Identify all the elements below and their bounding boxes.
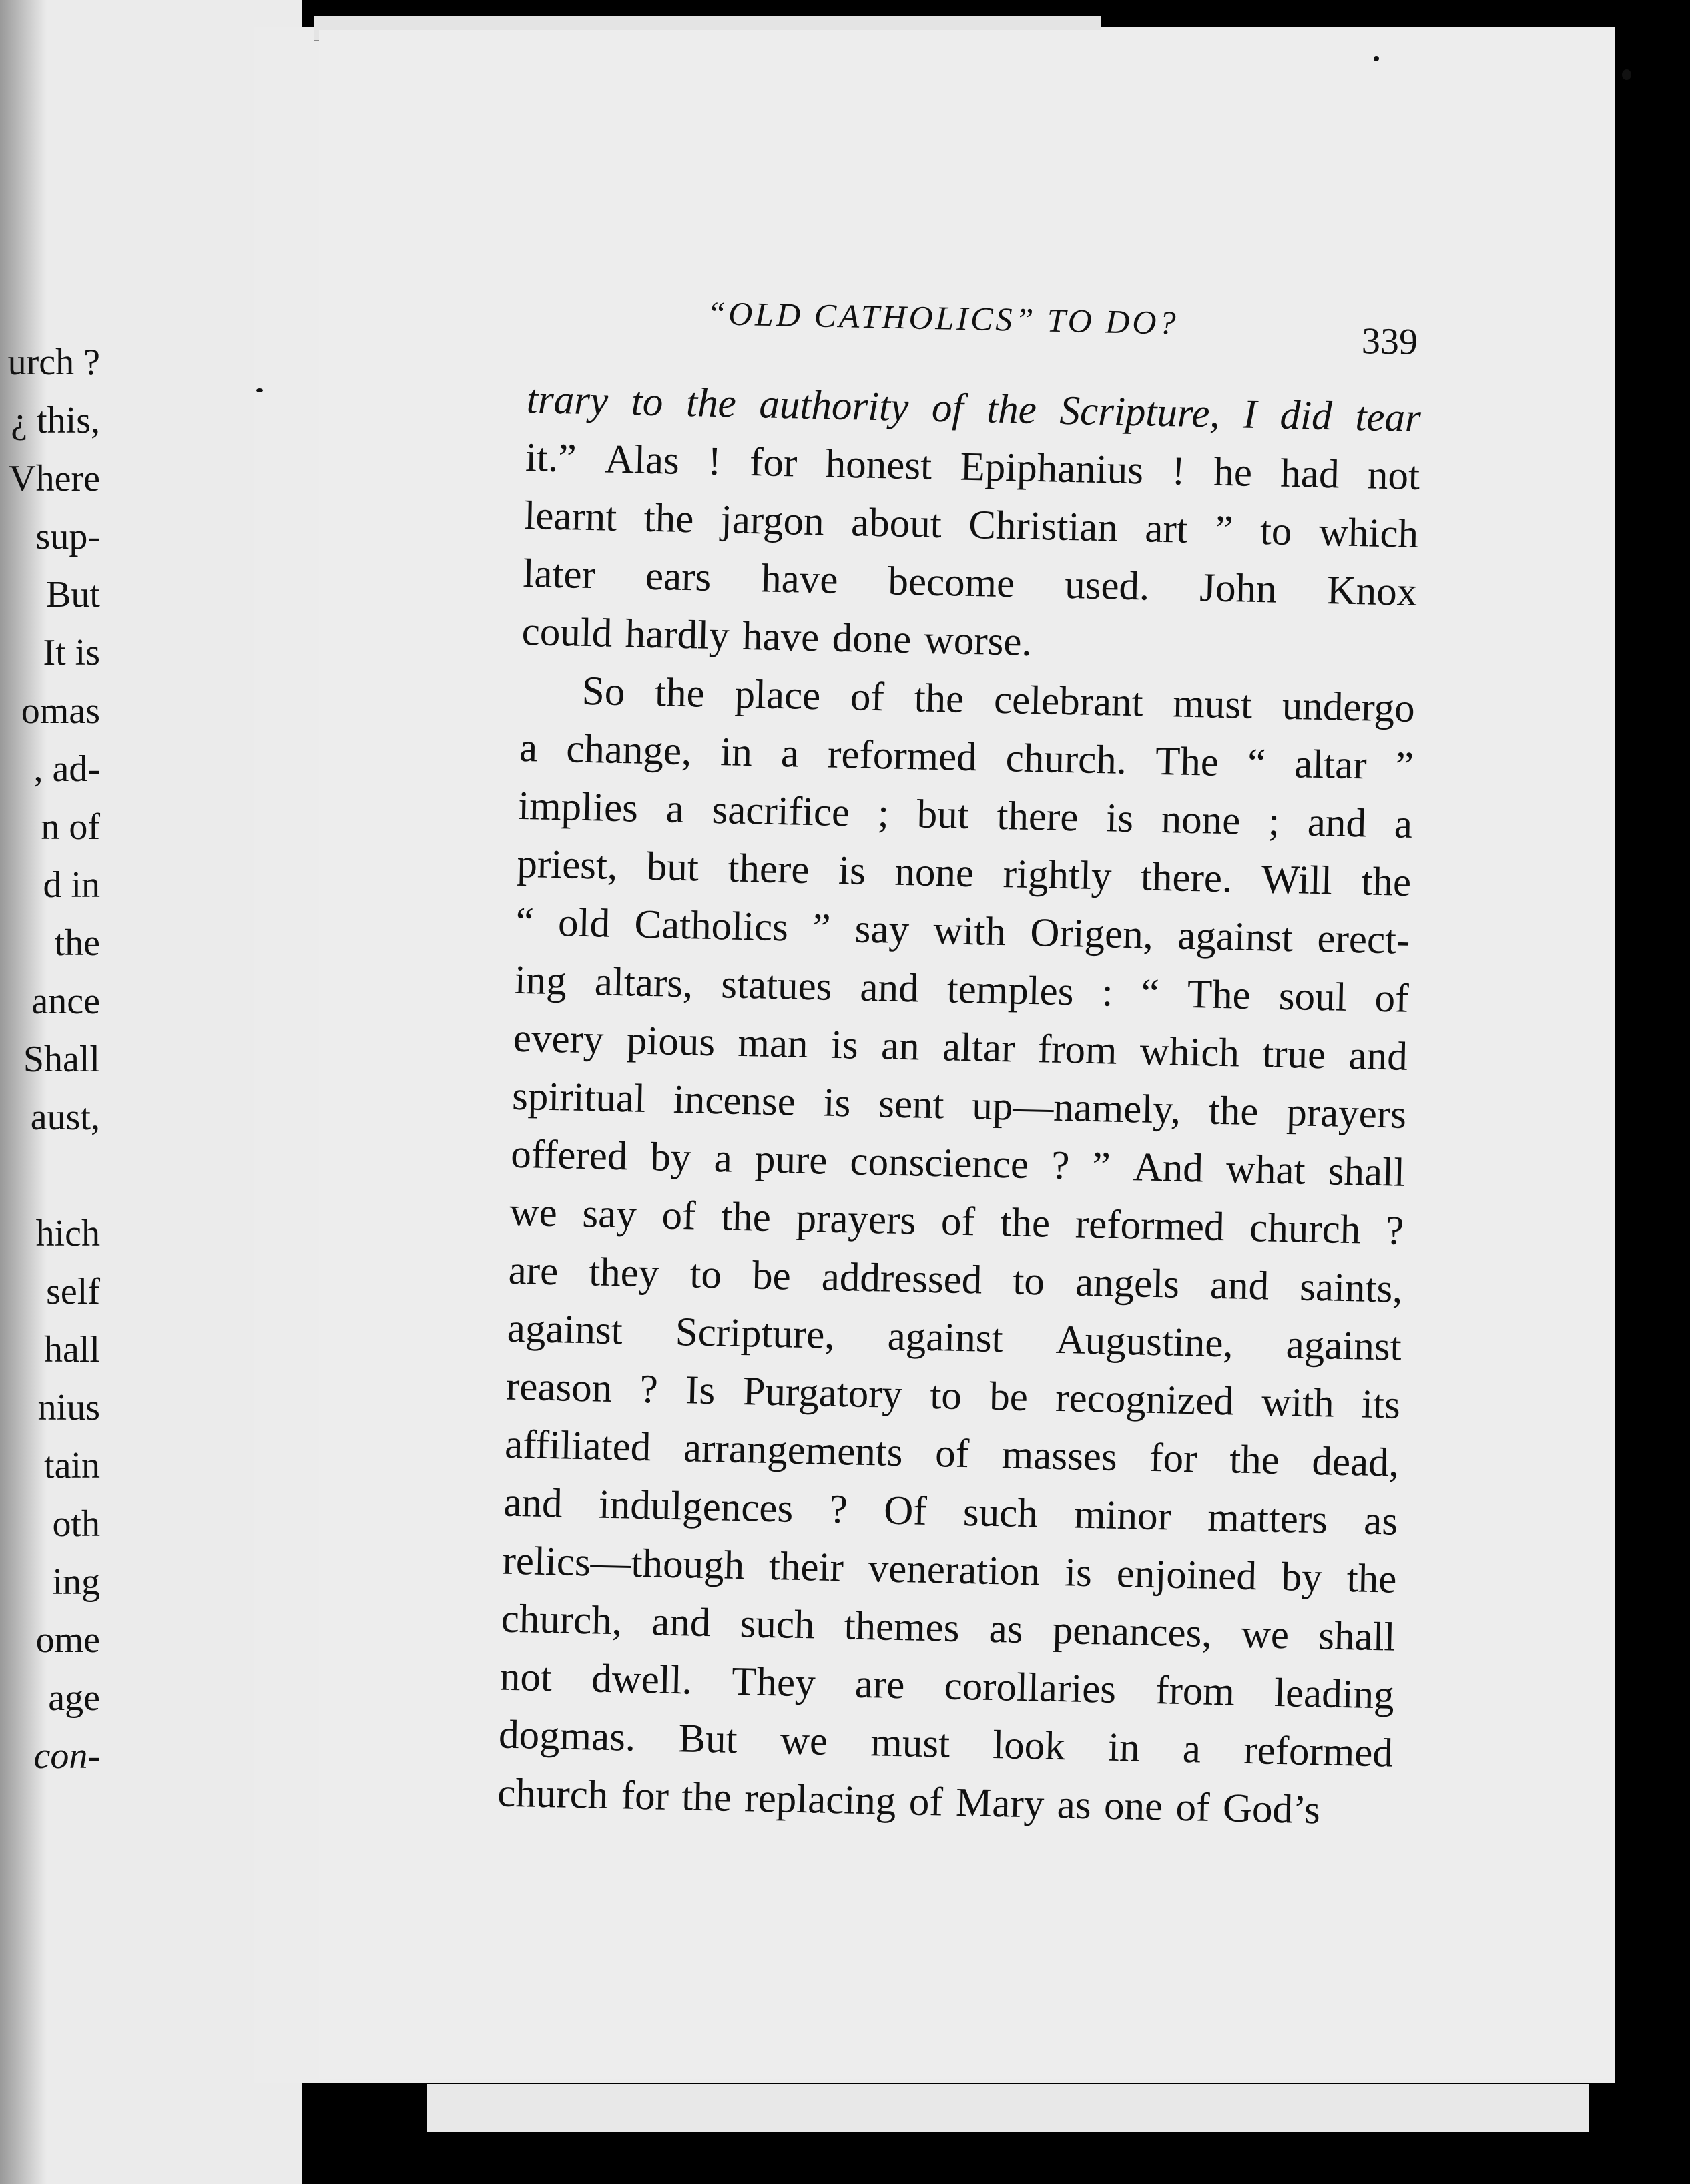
- text-word: a: [665, 786, 685, 832]
- text-word: “: [1141, 971, 1160, 1017]
- text-word: church.: [1005, 736, 1127, 783]
- text-word: they: [588, 1250, 660, 1296]
- text-word: indulgences: [598, 1482, 794, 1531]
- text-word: pure: [754, 1137, 828, 1183]
- text-word: used.: [1064, 562, 1151, 609]
- text-word: as: [989, 1606, 1024, 1652]
- text-word: conscience: [849, 1139, 1029, 1187]
- text-word: celebrant: [993, 677, 1144, 726]
- text-word: the: [685, 380, 737, 427]
- text-word: could: [521, 609, 613, 656]
- scan-border: [1615, 0, 1690, 2184]
- text-word: minor: [1073, 1492, 1172, 1539]
- text-word: of: [908, 1779, 944, 1825]
- text-word: and: [1348, 1033, 1408, 1079]
- text-word: from: [1155, 1668, 1235, 1715]
- text-word: its: [1361, 1382, 1401, 1428]
- text-word: reformed: [1075, 1201, 1225, 1250]
- text-word: Will: [1261, 857, 1333, 904]
- left-fragment-line: ing: [52, 1561, 100, 1603]
- text-word: learnt: [523, 493, 617, 540]
- text-word: ing: [514, 957, 567, 1004]
- text-word: matters: [1207, 1494, 1328, 1543]
- text-word: Knox: [1326, 568, 1418, 615]
- text-word: to: [929, 1372, 962, 1418]
- left-fragment-line: hall: [44, 1329, 100, 1370]
- text-word: art: [1144, 506, 1189, 552]
- text-word: every: [513, 1015, 605, 1063]
- left-fragment-line: con-: [33, 1735, 100, 1777]
- text-word: the: [999, 1200, 1051, 1246]
- text-word: are: [854, 1661, 906, 1708]
- text-word: implies: [517, 783, 639, 831]
- text-word: what: [1225, 1147, 1306, 1193]
- text-word: arrangements: [683, 1426, 904, 1476]
- text-word: soul: [1278, 973, 1348, 1020]
- text-word: erect-: [1316, 916, 1411, 963]
- text-word: must: [1172, 681, 1253, 728]
- text-word: is: [830, 1022, 859, 1068]
- text-word: none: [894, 849, 974, 896]
- left-fragment-line: urch ?: [7, 342, 100, 383]
- text-word: their: [768, 1543, 844, 1591]
- left-fragment-line: sup-: [35, 516, 100, 557]
- text-word: have: [760, 556, 839, 603]
- text-word: against: [1177, 913, 1294, 961]
- text-word: in: [1107, 1725, 1141, 1771]
- left-fragment-line: ance: [31, 981, 100, 1022]
- scan-speck: [1374, 56, 1379, 61]
- text-word: shall: [1318, 1613, 1396, 1660]
- text-word: but: [916, 792, 970, 838]
- text-word: look: [992, 1723, 1066, 1769]
- text-word: ”: [812, 906, 832, 951]
- left-fragment-line: tain: [44, 1445, 100, 1486]
- left-fragment-line: ome: [35, 1619, 100, 1661]
- text-word: And: [1133, 1145, 1204, 1191]
- left-fragment-line: But: [46, 574, 100, 615]
- text-word: an: [880, 1023, 920, 1069]
- text-word: not: [1367, 453, 1420, 499]
- text-word: such: [962, 1490, 1039, 1537]
- text-word: reason: [505, 1364, 613, 1411]
- text-word: themes: [844, 1603, 960, 1651]
- text-word: for: [621, 1773, 669, 1819]
- text-word: authority: [758, 382, 909, 430]
- text-word: prayers: [795, 1195, 916, 1244]
- text-word: become: [887, 559, 1015, 607]
- text-word: and: [503, 1480, 563, 1527]
- running-header: “OLD CATHOLICS” TO DO?: [706, 294, 1179, 342]
- text-word: ”: [1214, 507, 1234, 553]
- text-word: the: [1208, 1088, 1259, 1135]
- text-word: ;: [1268, 799, 1280, 844]
- text-word: are: [508, 1248, 559, 1294]
- text-word: ?: [1385, 1208, 1404, 1254]
- text-word: for: [749, 440, 798, 486]
- text-word: change,: [565, 726, 693, 774]
- text-word: Scripture,: [1059, 388, 1221, 437]
- text-word: !: [1171, 449, 1186, 494]
- text-word: the: [986, 386, 1037, 433]
- text-word: it.”: [525, 435, 577, 481]
- text-word: Augustine,: [1055, 1317, 1234, 1366]
- text-word: !: [707, 439, 722, 485]
- text-word: we: [509, 1189, 558, 1236]
- text-word: with: [932, 908, 1007, 955]
- text-word: penances,: [1052, 1607, 1213, 1656]
- text-word: dead,: [1311, 1438, 1400, 1486]
- text-word: to: [1259, 509, 1293, 555]
- text-word: affiliated: [504, 1422, 651, 1470]
- text-word: is: [1064, 1550, 1093, 1596]
- text-word: church,: [501, 1596, 623, 1644]
- text-word: did: [1279, 392, 1333, 439]
- text-word: the: [914, 675, 964, 722]
- page-bottom-edge: [427, 2084, 1589, 2132]
- left-fragment-line: oth: [52, 1503, 100, 1545]
- text-word: have: [742, 613, 820, 661]
- text-word: as: [1057, 1782, 1092, 1828]
- text-word: So: [581, 668, 626, 715]
- text-word: John: [1199, 565, 1278, 612]
- text-word: altar: [942, 1025, 1016, 1071]
- text-word: of: [1175, 1784, 1211, 1830]
- text-word: priest,: [516, 841, 618, 888]
- text-word: dogmas.: [498, 1712, 636, 1760]
- text-word: masses: [1001, 1432, 1118, 1480]
- text-word: the: [1360, 859, 1412, 905]
- text-word: addressed: [821, 1254, 983, 1303]
- text-word: and: [859, 965, 920, 1011]
- text-word: Purgatory: [742, 1369, 903, 1418]
- text-word: ”: [1091, 1143, 1111, 1189]
- text-word: by: [1281, 1555, 1323, 1601]
- text-word: God’s: [1222, 1786, 1321, 1833]
- text-word: say: [581, 1191, 637, 1238]
- text-word: saints,: [1299, 1264, 1404, 1312]
- text-word: church: [497, 1770, 609, 1818]
- text-word: Epiphanius: [959, 444, 1144, 493]
- text-word: offered: [510, 1131, 629, 1179]
- text-word: Christian: [968, 502, 1119, 551]
- text-word: not: [499, 1654, 553, 1701]
- text-word: shall: [1328, 1149, 1406, 1195]
- text-word: Origen,: [1029, 910, 1154, 958]
- text-word: as: [1363, 1498, 1398, 1544]
- text-word: the: [1229, 1437, 1280, 1483]
- text-word: The: [1155, 738, 1219, 785]
- left-fragment-line: d in: [43, 864, 100, 906]
- left-fragment-line: Shall: [23, 1039, 100, 1080]
- text-word: of: [931, 385, 964, 431]
- text-word: there.: [1140, 854, 1233, 902]
- text-word: by: [649, 1135, 692, 1181]
- text-word: trary: [526, 376, 609, 424]
- text-word: none: [1161, 797, 1241, 844]
- left-fragment-line: Vhere: [9, 458, 100, 499]
- text-word: and: [1307, 800, 1367, 846]
- text-word: ;: [877, 791, 890, 836]
- text-word: one: [1103, 1783, 1163, 1830]
- text-word: ”: [1395, 744, 1414, 789]
- text-word: Scripture,: [675, 1309, 836, 1358]
- text-word: corollaries: [943, 1663, 1117, 1712]
- text-word: “: [515, 899, 535, 945]
- text-word: replacing: [744, 1776, 897, 1824]
- text-word: prayers: [1286, 1090, 1407, 1137]
- left-fragment-line: omas: [21, 690, 100, 732]
- text-word: to: [1012, 1258, 1045, 1304]
- text-word: for: [1149, 1435, 1198, 1482]
- text-word: is: [838, 848, 866, 894]
- text-word: we: [1241, 1611, 1290, 1658]
- left-fragment-line: age: [48, 1677, 100, 1719]
- text-word: a: [714, 1136, 733, 1181]
- text-word: Alas: [604, 437, 680, 483]
- text-word: ?: [829, 1486, 848, 1533]
- text-word: from: [1037, 1027, 1118, 1073]
- text-word: leading: [1274, 1670, 1395, 1718]
- text-word: the: [681, 1774, 732, 1820]
- text-word: against: [1286, 1322, 1402, 1370]
- text-word: Mary: [955, 1780, 1045, 1827]
- text-word: against: [887, 1314, 1004, 1362]
- text-word: angels: [1075, 1260, 1180, 1307]
- text-word: be: [752, 1253, 792, 1299]
- text-word: hardly: [625, 611, 730, 659]
- text-word: the: [720, 1194, 772, 1240]
- text-word: worse.: [924, 617, 1033, 665]
- text-word: which: [1139, 1029, 1240, 1076]
- text-word: is: [1105, 796, 1134, 842]
- text-word: the: [643, 495, 695, 542]
- text-word: later: [522, 551, 596, 598]
- text-word: and: [651, 1599, 712, 1646]
- text-word: we: [780, 1718, 828, 1764]
- text-word: the: [1346, 1556, 1398, 1602]
- text-word: of: [850, 674, 885, 720]
- text-word: man: [737, 1020, 809, 1067]
- left-fragment-line: the: [54, 922, 100, 964]
- text-word: relics—though: [501, 1538, 745, 1589]
- text-word: ?: [1051, 1143, 1071, 1189]
- text-word: in: [720, 730, 753, 776]
- left-fragment-line: , ad-: [33, 748, 100, 790]
- text-word: must: [870, 1720, 950, 1767]
- scan-speck: [1622, 69, 1631, 80]
- text-word: enjoined: [1116, 1551, 1257, 1599]
- text-word: is: [823, 1080, 852, 1126]
- text-word: tear: [1354, 394, 1422, 441]
- text-word: be: [989, 1374, 1029, 1420]
- text-word: of: [661, 1193, 697, 1239]
- text-word: Of: [883, 1488, 928, 1534]
- text-word: statues: [720, 962, 833, 1009]
- text-word: They: [731, 1659, 816, 1706]
- left-fragment-line: aust,: [30, 1097, 100, 1138]
- left-fragment-line: self: [46, 1271, 100, 1312]
- text-word: sacrifice: [711, 787, 850, 836]
- text-word: to: [689, 1252, 722, 1298]
- text-word: to: [631, 379, 664, 425]
- text-word: jargon: [720, 497, 825, 545]
- text-word: :: [1101, 970, 1114, 1015]
- text-word: a: [780, 731, 800, 776]
- text-word: Is: [685, 1368, 716, 1414]
- left-page-text-fragments: [0, 334, 100, 1786]
- text-word: recognized: [1055, 1375, 1235, 1424]
- text-word: against: [507, 1306, 623, 1354]
- text-word: the: [654, 670, 706, 716]
- text-word: done: [832, 615, 912, 663]
- text-word: pious: [626, 1018, 716, 1065]
- text-word: a: [1394, 802, 1413, 847]
- text-word: place: [734, 671, 821, 719]
- left-fragment-line: nius: [37, 1387, 100, 1428]
- text-word: altar: [1294, 742, 1368, 788]
- page-number: 339: [1361, 320, 1418, 363]
- text-word: Catholics: [633, 902, 789, 950]
- text-word: reformed: [1243, 1727, 1394, 1776]
- left-fragment-line: [0, 1147, 100, 1205]
- text-word: and: [1209, 1262, 1270, 1309]
- text-word: “: [1247, 740, 1266, 786]
- scan-speck: [256, 388, 263, 392]
- text-word: there: [996, 793, 1079, 840]
- text-word: of: [940, 1199, 976, 1245]
- text-word: undergo: [1282, 683, 1416, 731]
- text-word: about: [850, 500, 942, 547]
- left-fragment-line: ¿ this,: [11, 400, 100, 441]
- text-word: altars,: [594, 959, 693, 1007]
- text-word: rightly: [1003, 852, 1113, 899]
- text-word: a: [519, 725, 538, 771]
- text-word: of: [934, 1431, 970, 1477]
- text-word: honest: [825, 441, 932, 489]
- text-word: But: [677, 1716, 738, 1763]
- text-word: church: [1249, 1205, 1361, 1253]
- text-word: temples: [946, 967, 1075, 1015]
- text-word: The: [1187, 971, 1251, 1018]
- text-word: reformed: [827, 732, 978, 780]
- text-word: he: [1213, 449, 1253, 495]
- text-word: there: [727, 846, 810, 893]
- text-word: of: [1374, 975, 1410, 1021]
- text-word: but: [646, 844, 699, 890]
- text-word: incense: [673, 1077, 796, 1125]
- text-word: ears: [645, 553, 712, 600]
- text-word: dwell.: [591, 1656, 693, 1703]
- text-word: true: [1261, 1031, 1326, 1078]
- text-word: veneration: [868, 1546, 1041, 1595]
- text-word: had: [1280, 451, 1340, 497]
- text-word: up—namely,: [971, 1083, 1181, 1133]
- left-fragment-line: hich: [35, 1213, 100, 1254]
- left-fragment-line: It is: [43, 632, 100, 673]
- text-word: sent: [878, 1081, 945, 1128]
- text-word: say: [854, 906, 910, 953]
- left-fragment-line: n of: [41, 806, 100, 848]
- body-text: [497, 370, 1421, 1841]
- text-word: with: [1261, 1380, 1335, 1426]
- text-word: ?: [639, 1366, 659, 1412]
- text-word: old: [557, 900, 611, 946]
- text-word: such: [739, 1601, 816, 1648]
- text-word: spiritual: [511, 1073, 646, 1121]
- text-word: a: [1182, 1727, 1201, 1772]
- text-word: I: [1242, 392, 1257, 437]
- text-word: which: [1318, 509, 1419, 557]
